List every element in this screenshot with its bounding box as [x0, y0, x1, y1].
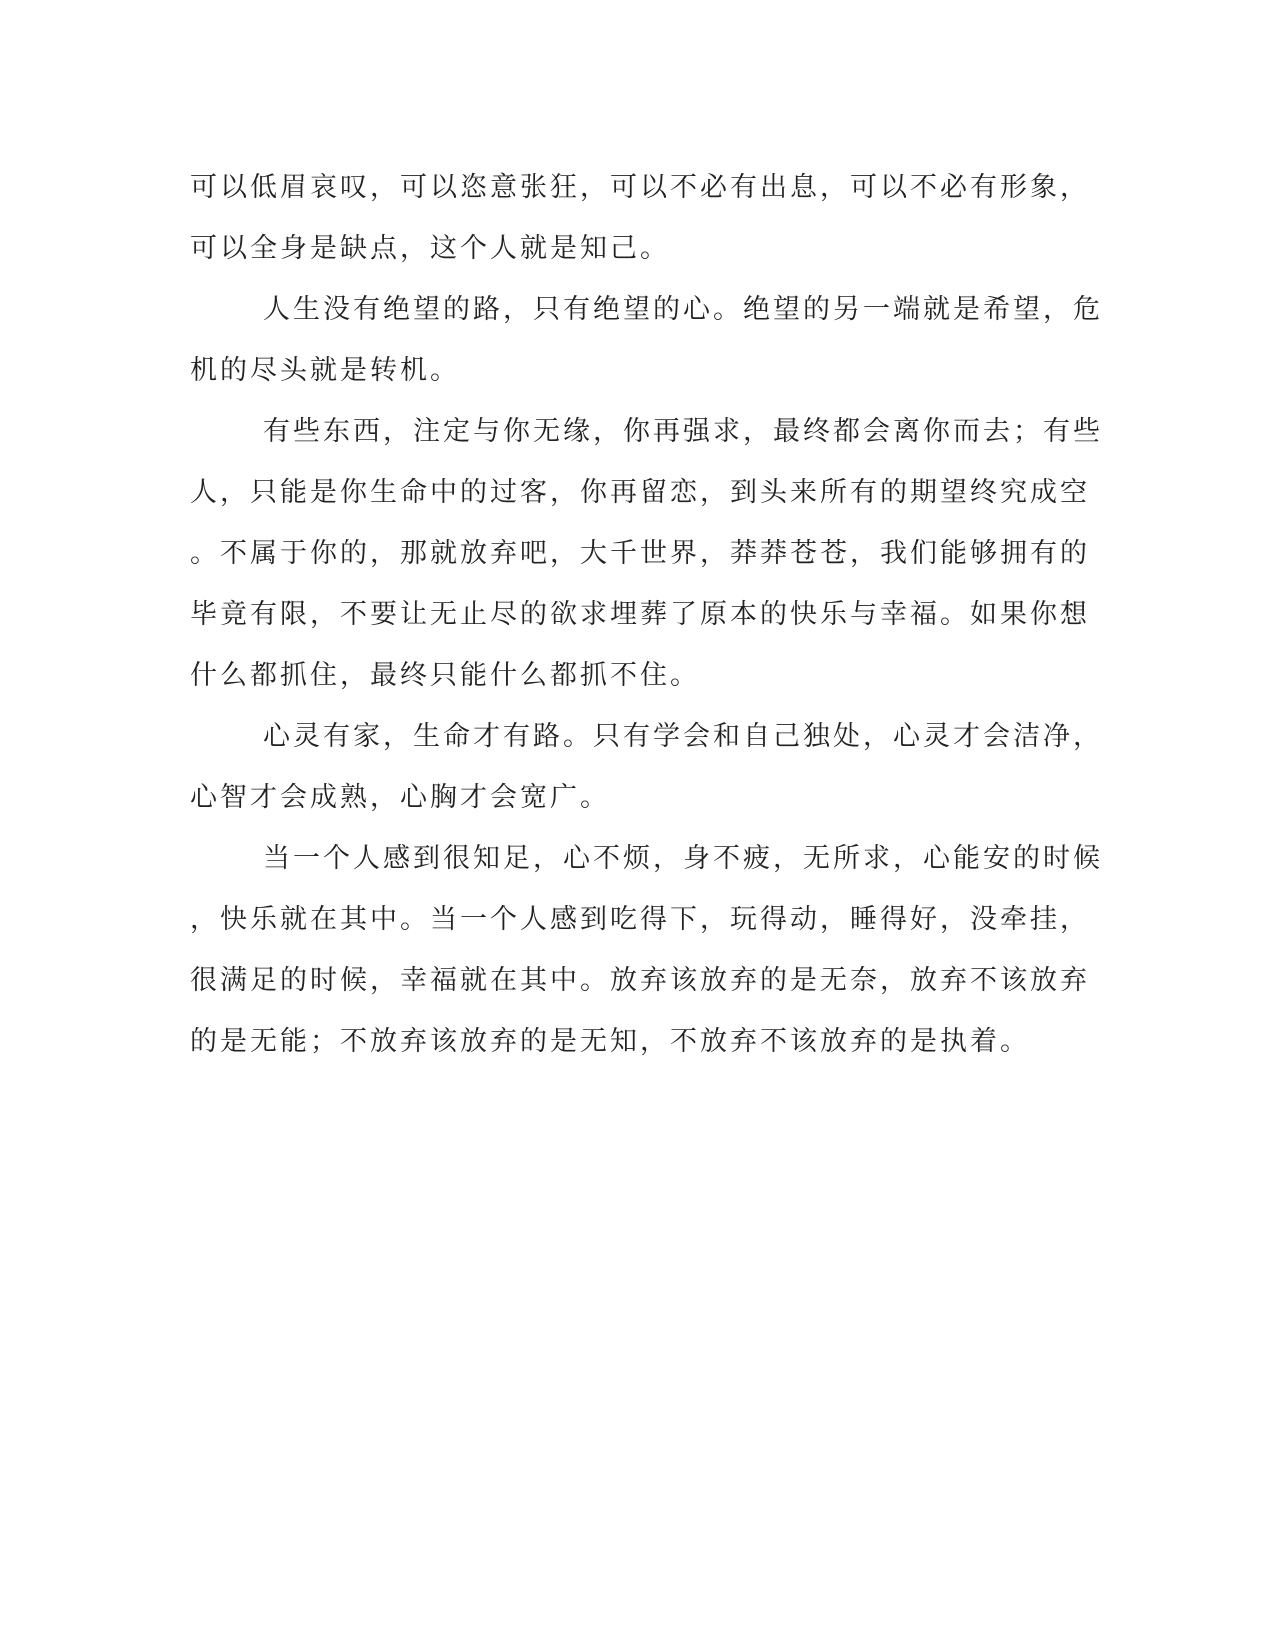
text-line: 当一个人感到很知足，心不烦，身不疲，无所求，心能安的时候: [263, 843, 1103, 874]
text-line: 可以低眉哀叹，可以恣意张狂，可以不必有出息，可以不必有形象，: [190, 172, 1090, 203]
paragraph-1: [190, 157, 1090, 279]
text-line: 。不属于你的，那就放弃吧，大千世界，莽莽苍苍，我们能够拥有的: [190, 538, 1090, 569]
text-line: 很满足的时候，幸福就在其中。放弃该放弃的是无奈，放弃不该放弃: [190, 965, 1090, 996]
text-line: 机的尽头就是转机。: [190, 355, 460, 386]
body-text: [190, 157, 1103, 1072]
text-line: 毕竟有限，不要让无止尽的欲求埋葬了原本的快乐与幸福。如果你想: [190, 599, 1090, 630]
paragraph-3: [190, 401, 1103, 706]
text-line: 人，只能是你生命中的过客，你再留恋，到头来所有的期望终究成空: [190, 477, 1090, 508]
text-line: 心智才会成熟，心胸才会宽广。: [190, 782, 610, 813]
text-line: 心灵有家，生命才有路。只有学会和自己独处，心灵才会洁净，: [263, 721, 1103, 752]
text-line: 什么都抓住，最终只能什么都抓不住。: [190, 660, 700, 691]
paragraph-5: [190, 828, 1103, 1072]
text-line: 人生没有绝望的路，只有绝望的心。绝望的另一端就是希望，危: [263, 294, 1103, 325]
text-line: 有些东西，注定与你无缘，你再强求，最终都会离你而去；有些: [263, 416, 1103, 447]
text-line: ，快乐就在其中。当一个人感到吃得下，玩得动，睡得好，没牵挂，: [190, 904, 1090, 935]
paragraph-2: [190, 279, 1103, 401]
paragraph-4: [190, 706, 1103, 828]
text-line: 的是无能；不放弃该放弃的是无知，不放弃不该放弃的是执着。: [190, 1026, 1030, 1057]
text-line: 可以全身是缺点，这个人就是知己。: [190, 233, 670, 264]
